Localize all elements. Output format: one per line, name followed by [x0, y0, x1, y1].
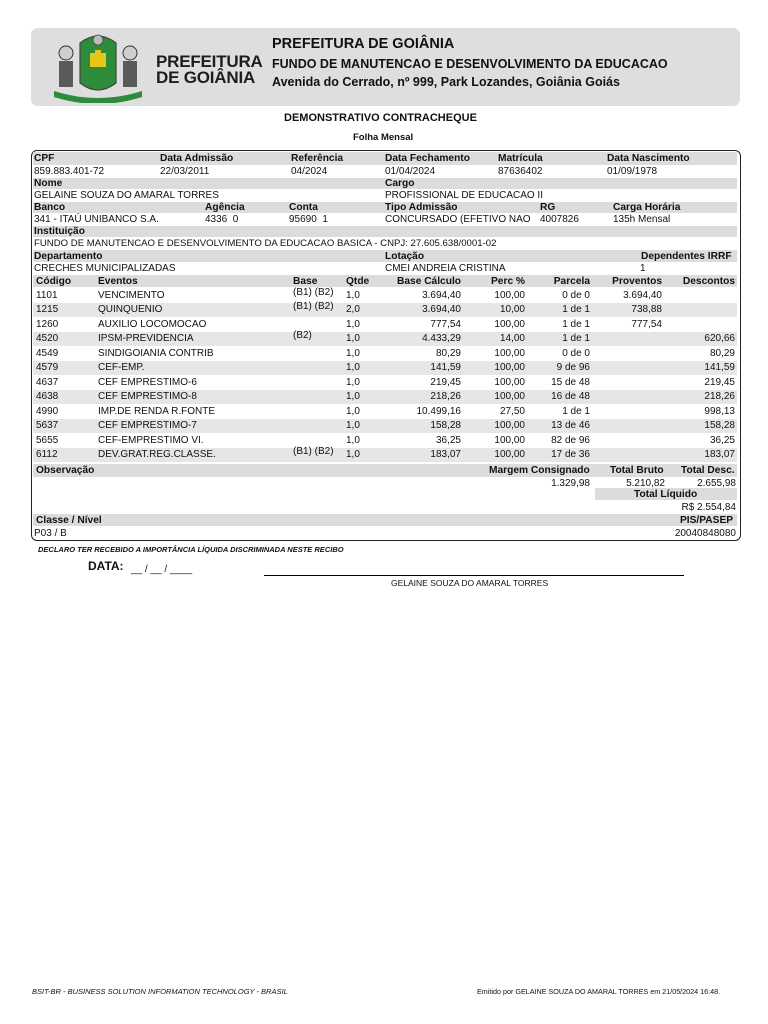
table-row	[33, 419, 737, 433]
cell-qtde: 1,0	[346, 435, 360, 446]
cell-descontos: 183,07	[704, 449, 735, 460]
label-nome: Nome	[34, 178, 63, 189]
cell-perc: 27,50	[499, 406, 525, 417]
cell-evento: QUINQUENIO	[98, 304, 163, 315]
cell-perc: 100,00	[494, 348, 525, 359]
date-label: DATA:	[88, 559, 124, 573]
label-departamento: Departamento	[34, 251, 103, 262]
value-rg: 4007826	[540, 214, 579, 225]
label-agencia: Agência	[205, 202, 245, 213]
value-pis-pasep: 20040848080	[674, 528, 736, 539]
table-row	[33, 448, 737, 462]
cell-perc: 100,00	[494, 391, 525, 402]
table-row	[33, 434, 737, 448]
cell-codigo: 1101	[36, 290, 58, 301]
cell-qtde: 1,0	[346, 319, 360, 330]
label-data-fechamento: Data Fechamento	[385, 153, 470, 164]
table-row	[33, 289, 737, 303]
cell-evento: AUXILIO LOCOMOCAO	[98, 319, 207, 330]
table-row	[33, 347, 737, 361]
cell-perc: 14,00	[499, 333, 525, 344]
th-proventos: Proventos	[612, 276, 662, 287]
table-row	[33, 332, 737, 346]
label-instituicao: Instituição	[34, 226, 85, 237]
cell-perc: 100,00	[494, 449, 525, 460]
cell-evento: CEF EMPRESTIMO-6	[98, 377, 197, 388]
cell-base-calculo: 218,26	[430, 391, 461, 402]
signature-line	[264, 575, 684, 576]
cell-descontos: 158,28	[704, 420, 735, 431]
cell-perc: 100,00	[494, 290, 525, 301]
table-row	[33, 376, 737, 390]
cell-qtde: 1,0	[346, 290, 360, 301]
label-classe-nivel: Classe / Nível	[36, 515, 102, 526]
cell-base-calculo: 36,25	[435, 435, 461, 446]
table-row	[33, 405, 737, 419]
cell-base: (B1) (B2)	[293, 301, 334, 312]
cell-codigo: 1215	[36, 304, 59, 315]
cell-codigo: 4990	[36, 406, 59, 417]
cell-base-calculo: 3.694,40	[422, 304, 461, 315]
cell-codigo: 1260	[36, 319, 59, 330]
cell-qtde: 1,0	[346, 420, 360, 431]
label-total-liquido: Total Líquido	[634, 489, 698, 500]
cell-base-calculo: 4.433,29	[422, 333, 461, 344]
cell-codigo: 4638	[36, 391, 59, 402]
cell-parcela: 1 de 1	[562, 333, 590, 344]
cell-descontos: 620,66	[704, 333, 735, 344]
cell-base-calculo: 80,29	[435, 348, 461, 359]
cell-evento: CEF EMPRESTIMO-8	[98, 391, 197, 402]
cell-codigo: 4579	[36, 362, 59, 373]
cell-base-calculo: 183,07	[430, 449, 461, 460]
cell-descontos: 141,59	[704, 362, 735, 373]
logo-text-line1: PREFEITURA	[156, 52, 263, 71]
cell-evento: CEF-EMP.	[98, 362, 145, 373]
cell-parcela: 0 de 0	[562, 348, 590, 359]
logo-text-line2: DE GOIÂNIA	[156, 68, 256, 87]
header-title: PREFEITURA DE GOIÂNIA	[272, 36, 455, 52]
value-total-desc: 2.655,98	[697, 478, 736, 489]
value-referencia: 04/2024	[291, 166, 328, 177]
label-margem-consignado: Margem Consignado	[489, 465, 590, 476]
th-base: Base	[293, 276, 318, 287]
label-conta: Conta	[289, 202, 318, 213]
label-total-bruto: Total Bruto	[610, 465, 664, 476]
cell-perc: 100,00	[494, 362, 525, 373]
label-pis-pasep: PIS/PASEP	[680, 515, 734, 526]
cell-codigo: 5637	[36, 420, 59, 431]
value-total-bruto: 5.210,82	[626, 478, 665, 489]
cell-base: (B1) (B2)	[293, 446, 334, 457]
cell-base-calculo: 141,59	[430, 362, 461, 373]
cell-base: (B1) (B2)	[293, 287, 334, 298]
cell-descontos: 998,13	[704, 406, 735, 417]
cell-qtde: 2,0	[346, 304, 360, 315]
value-cpf: 859.883.401-72	[34, 166, 105, 177]
cell-qtde: 1,0	[346, 391, 360, 402]
label-referencia: Referência	[291, 153, 344, 164]
label-cpf: CPF	[34, 153, 55, 164]
footer-left: BSIT-BR - BUSINESS SOLUTION INFORMATION TECHNOLOGY - BRASIL	[32, 987, 288, 996]
cell-base-calculo: 158,28	[430, 420, 461, 431]
cell-base-calculo: 10.499,16	[416, 406, 461, 417]
value-departamento: CRECHES MUNICIPALIZADAS	[34, 263, 176, 274]
cell-evento: IMP.DE RENDA R.FONTE	[98, 406, 216, 417]
date-blank: __ / __ / ____	[131, 564, 193, 575]
document-title: DEMONSTRATIVO CONTRACHEQUE	[284, 112, 477, 124]
table-row	[33, 303, 737, 317]
label-total-desc: Total Desc.	[681, 465, 735, 476]
label-cargo: Cargo	[385, 178, 415, 189]
value-cargo: PROFISSIONAL DE EDUCACAO II	[385, 190, 543, 201]
cell-perc: 100,00	[494, 377, 525, 388]
th-eventos: Eventos	[98, 276, 138, 287]
cell-perc: 100,00	[494, 319, 525, 330]
cell-qtde: 1,0	[346, 348, 360, 359]
value-classe-nivel: P03 / B	[34, 528, 67, 539]
cell-base-calculo: 777,54	[430, 319, 461, 330]
th-perc: Perc %	[491, 276, 525, 287]
cell-codigo: 4520	[36, 333, 59, 344]
label-banco: Banco	[34, 202, 66, 213]
cell-codigo: 4637	[36, 377, 59, 388]
label-matricula: Matrícula	[498, 153, 543, 164]
document-subtitle: Folha Mensal	[353, 132, 414, 143]
band-classe	[33, 514, 737, 526]
value-instituicao: FUNDO DE MANUTENCAO E DESENVOLVIMENTO DA EDUCACAO BASICA - CNPJ: 27.605.638/0001-02	[34, 238, 497, 249]
cell-perc: 10,00	[499, 304, 525, 315]
cell-proventos: 3.694,40	[623, 290, 662, 301]
cell-descontos: 36,25	[709, 435, 735, 446]
cell-codigo: 6112	[36, 449, 58, 460]
value-matricula: 87636402	[498, 166, 543, 177]
value-dependentes: 1	[640, 263, 646, 274]
label-lotacao: Lotação	[385, 251, 425, 262]
cell-evento: SINDIGOIANIA CONTRIB	[98, 348, 214, 359]
value-total-liquido: R$ 2.554,84	[681, 502, 736, 513]
cell-parcela: 16 de 48	[551, 391, 590, 402]
table-row	[33, 361, 737, 375]
cell-parcela: 13 de 46	[551, 420, 590, 431]
label-dependentes: Dependentes IRRF	[641, 251, 732, 262]
th-descontos: Descontos	[682, 276, 735, 287]
table-row	[33, 390, 737, 404]
signature-name: GELAINE SOUZA DO AMARAL TORRES	[391, 578, 549, 588]
cell-evento: DEV.GRAT.REG.CLASSE.	[98, 449, 216, 460]
cell-codigo: 4549	[36, 348, 59, 359]
th-base-calculo: Base Cálculo	[397, 276, 461, 287]
label-observacao: Observação	[36, 465, 95, 476]
footer-right: Emitido por GELAINE SOUZA DO AMARAL TORRES em 21/05/2024 16:48.	[477, 987, 721, 996]
cell-qtde: 1,0	[346, 362, 360, 373]
cell-evento: CEF EMPRESTIMO-7	[98, 420, 197, 431]
cell-parcela: 1 de 1	[562, 304, 590, 315]
cell-proventos: 777,54	[631, 319, 662, 330]
cell-codigo: 5655	[36, 435, 59, 446]
cell-parcela: 17 de 36	[551, 449, 590, 460]
cell-qtde: 1,0	[346, 406, 360, 417]
cell-parcela: 9 de 96	[556, 362, 590, 373]
label-data-nascimento: Data Nascimento	[607, 153, 690, 164]
value-nome: GELAINE SOUZA DO AMARAL TORRES	[34, 190, 219, 201]
value-carga-horaria: 135h Mensal	[613, 214, 671, 225]
cell-qtde: 1,0	[346, 333, 360, 344]
th-parcela: Parcela	[553, 276, 590, 287]
cell-base-calculo: 3.694,40	[422, 290, 461, 301]
cell-evento: IPSM-PREVIDENCIA	[98, 333, 194, 344]
cell-descontos: 80,29	[709, 348, 735, 359]
cell-parcela: 1 de 1	[562, 406, 590, 417]
value-banco: 341 - ITAÚ UNIBANCO S.A.	[34, 214, 159, 225]
value-lotacao: CMEI ANDREIA CRISTINA	[385, 263, 506, 274]
cell-parcela: 0 de 0	[562, 290, 590, 301]
cell-proventos: 738,88	[631, 304, 662, 315]
band-labels-4	[33, 226, 737, 237]
coat-of-arms-icon	[50, 31, 146, 103]
th-qtde: Qtde	[346, 276, 370, 287]
label-rg: RG	[540, 202, 556, 213]
cell-parcela: 82 de 96	[551, 435, 590, 446]
value-data-nascimento: 01/09/1978	[607, 166, 658, 177]
value-agencia: 4336 0	[205, 214, 239, 225]
label-data-admissao: Data Admissão	[160, 153, 234, 164]
cell-base-calculo: 219,45	[430, 377, 461, 388]
header-subtitle: FUNDO DE MANUTENCAO E DESENVOLVIMENTO DA EDUCACAO	[272, 57, 668, 71]
label-tipo-admissao: Tipo Admissão	[385, 202, 458, 213]
cell-qtde: 1,0	[346, 377, 360, 388]
cell-parcela: 1 de 1	[562, 319, 590, 330]
value-tipo-admissao: CONCURSADO (EFETIVO NAO	[385, 214, 531, 225]
cell-parcela: 15 de 48	[551, 377, 590, 388]
value-data-fechamento: 01/04/2024	[385, 166, 436, 177]
label-carga-horaria: Carga Horária	[613, 202, 681, 213]
th-codigo: Código	[36, 276, 72, 287]
cell-evento: VENCIMENTO	[98, 290, 165, 301]
cell-base: (B2)	[293, 330, 312, 341]
value-conta: 95690 1	[289, 214, 328, 225]
table-row	[33, 318, 737, 332]
cell-evento: CEF-EMPRESTIMO VI.	[98, 435, 204, 446]
cell-perc: 100,00	[494, 435, 525, 446]
cell-qtde: 1,0	[346, 449, 360, 460]
cell-perc: 100,00	[494, 420, 525, 431]
value-margem-consignado: 1.329,98	[551, 478, 590, 489]
cell-descontos: 219,45	[704, 377, 735, 388]
header-address: Avenida do Cerrado, nº 999, Park Lozandes, Goiânia Goiás	[272, 75, 620, 89]
value-data-admissao: 22/03/2011	[160, 166, 210, 177]
declaration-text: DECLARO TER RECEBIDO A IMPORTÂNCIA LÍQUIDA DISCRIMINADA NESTE RECIBO	[38, 545, 344, 554]
cell-descontos: 218,26	[704, 391, 735, 402]
